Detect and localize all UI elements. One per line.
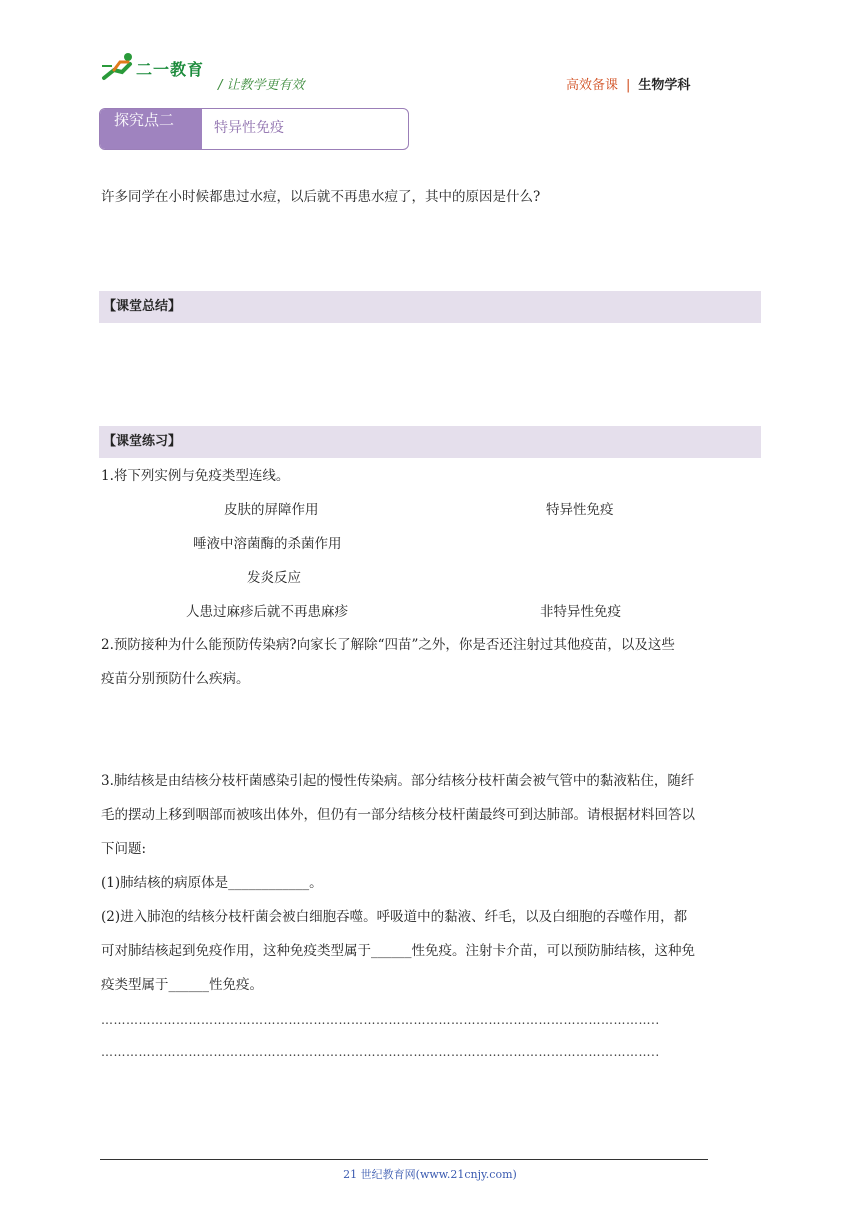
header-separator: |: [626, 78, 631, 93]
q1-stem: 1.将下列实例与免疫类型连线。: [101, 468, 290, 484]
q3-sub2-line: 疫类型属于______性免疫。: [101, 977, 263, 993]
answer-dotted-line: ……………………………………………………………………………………………………………………..: [101, 1013, 660, 1027]
intro-question: 许多同学在小时候都患过水痘，以后就不再患水痘了，其中的原因是什么?: [101, 189, 541, 205]
footer-rule: [100, 1159, 708, 1160]
q3-line: 毛的摆动上移到咽部而被咳出体外，但仍有一部分结核分枝杆菌最终可到达肺部。请根据材料回答以: [101, 807, 695, 823]
summary-banner: 【课堂总结】: [99, 291, 761, 323]
slogan: / 让教学更有效: [218, 78, 305, 93]
header-subject: [566, 74, 690, 93]
header-tagline: 高效备课: [566, 78, 619, 93]
practice-banner: 【课堂练习】: [99, 426, 761, 458]
q1-right-item: 特异性免疫: [546, 502, 614, 518]
q3-sub2-line: 可对肺结核起到免疫作用，这种免疫类型属于______性免疫。注射卡介苗，可以预防肺结核，这种免: [101, 943, 695, 959]
q1-left-item: 皮肤的屏障作用: [224, 502, 319, 518]
explore-point-box: [99, 108, 409, 150]
footer-source: 21 世纪教育网(www.21cnjy.com): [343, 1168, 517, 1181]
q1-left-item: 发炎反应: [247, 570, 301, 586]
runner-logo-icon: [100, 52, 140, 82]
q3-sub2-line: (2)进入肺泡的结核分枝杆菌会被白细胞吞噬。呼吸道中的黏液、纤毛，以及白细胞的吞噬作用，都: [101, 909, 688, 925]
logo-text: 二一教育: [136, 60, 205, 79]
q1-right-item: 非特异性免疫: [540, 604, 621, 620]
q2-line: 2.预防接种为什么能预防传染病?向家长了解除“四苗”之外，你是否还注射过其他疫苗，以及这些: [101, 637, 675, 653]
q1-left-item: 唾液中溶菌酶的杀菌作用: [193, 536, 342, 552]
answer-dotted-line: ……………………………………………………………………………………………………………………..: [101, 1045, 660, 1059]
q2-line: 疫苗分别预防什么疾病。: [101, 671, 250, 687]
explore-point-tag: 探究点二: [100, 109, 202, 149]
header-subject-name: 生物学科: [638, 78, 691, 93]
q3-sub1: (1)肺结核的病原体是____________。: [101, 875, 323, 891]
q3-line: 下问题:: [101, 841, 147, 857]
explore-point-title: 特异性免疫: [214, 120, 284, 136]
q3-line: 3.肺结核是由结核分枝杆菌感染引起的慢性传染病。部分结核分枝杆菌会被气管中的黏液粘住，随纤: [101, 773, 695, 789]
q1-left-item: 人患过麻疹后就不再患麻疹: [186, 604, 348, 620]
